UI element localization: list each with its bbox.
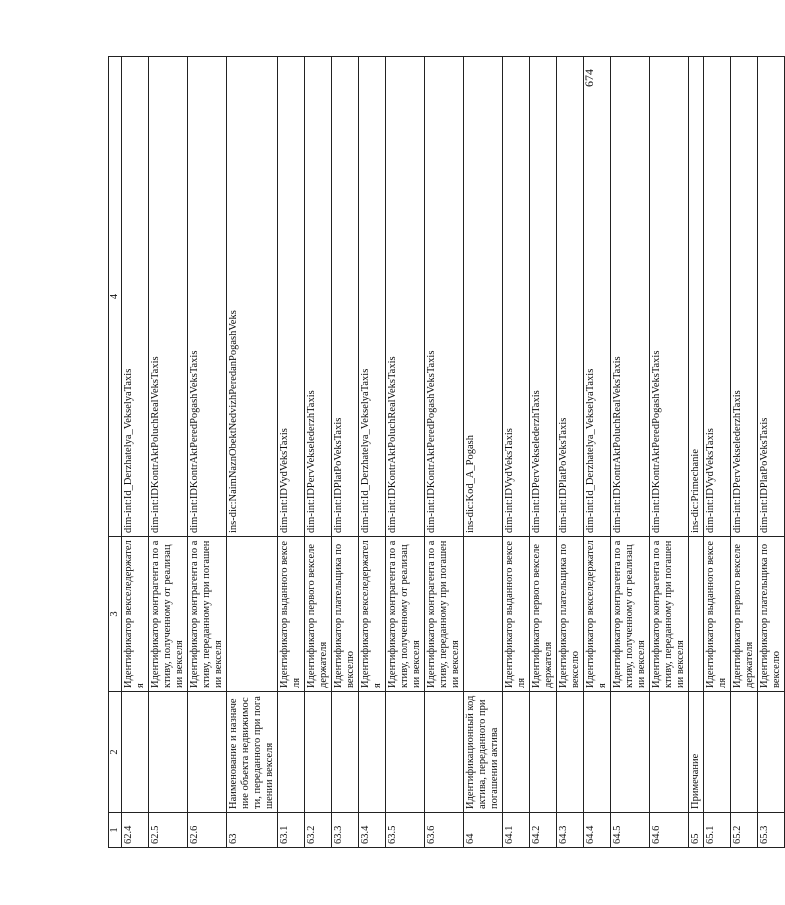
cell-item-name	[359, 692, 386, 813]
cell-item-name	[731, 692, 758, 813]
cell-item-name	[386, 692, 425, 813]
cell-description: Идентификатор контрагента по активу, полученному от реализации векселя	[611, 537, 650, 692]
table-body	[109, 57, 785, 848]
cell-element: dim-int:IDPlatPoVeksTaxis	[758, 57, 785, 537]
cell-item-name	[584, 692, 611, 813]
cell-item-name	[425, 692, 464, 813]
cell-row-id: 64.5	[611, 813, 650, 848]
cell-element: dim-int:IDVydVeksTaxis	[278, 57, 305, 537]
table-row	[611, 57, 650, 848]
header-col-1: 1	[109, 813, 122, 848]
cell-description: Идентификатор выданного векселя	[704, 537, 731, 692]
cell-description: Идентификатор контрагента по активу, полученному от реализации векселя	[386, 537, 425, 692]
cell-element: ins-dic:Kod_A_Pogash	[464, 57, 503, 537]
cell-item-name	[503, 692, 530, 813]
table-row	[278, 57, 305, 848]
cell-row-id: 63.5	[386, 813, 425, 848]
header-col-3: 3	[109, 537, 122, 692]
table-row	[530, 57, 557, 848]
cell-description: Идентификатор контрагента по активу, полученному от реализации векселя	[149, 537, 188, 692]
cell-description	[227, 537, 278, 692]
cell-element: dim-int:IDKontrAktPeredPogashVeksTaxis	[650, 57, 689, 537]
cell-description: Идентификатор первого векселедержателя	[305, 537, 332, 692]
cell-item-name	[611, 692, 650, 813]
cell-element: dim-int:IDKontrAktPoluchRealVeksTaxis	[611, 57, 650, 537]
cell-description: Идентификатор векселедержателя	[122, 537, 149, 692]
cell-row-id: 63.2	[305, 813, 332, 848]
cell-element: dim-int:IDKontrAktPeredPogashVeksTaxis	[425, 57, 464, 537]
table-row	[758, 57, 785, 848]
cell-element: dim-int:IDVydVeksTaxis	[704, 57, 731, 537]
cell-row-id: 64.2	[530, 813, 557, 848]
header-col-2: 2	[109, 692, 122, 813]
cell-description: Идентификатор выданного векселя	[503, 537, 530, 692]
table-row	[704, 57, 731, 848]
table-row	[584, 57, 611, 848]
cell-item-name	[557, 692, 584, 813]
cell-row-id: 65.1	[704, 813, 731, 848]
cell-description: Идентификатор контрагента по активу, переданному при погашении векселя	[425, 537, 464, 692]
cell-item-name	[305, 692, 332, 813]
cell-element: dim-int:IDPlatPoVeksTaxis	[557, 57, 584, 537]
cell-row-id: 64.4	[584, 813, 611, 848]
cell-description: Идентификатор плательщика по векселю	[557, 537, 584, 692]
table-row	[188, 57, 227, 848]
cell-element: dim-int:IDPervVekselederzhTaxis	[305, 57, 332, 537]
table-row	[386, 57, 425, 848]
table-row	[359, 57, 386, 848]
cell-row-id: 64.3	[557, 813, 584, 848]
cell-element: dim-int:IDPervVekselederzhTaxis	[731, 57, 758, 537]
table-row	[122, 57, 149, 848]
table-row	[650, 57, 689, 848]
cell-element: dim-int:Id_Derzhatelya_VekselyaTaxis	[359, 57, 386, 537]
cell-element: dim-int:IDKontrAktPoluchRealVeksTaxis	[386, 57, 425, 537]
cell-item-name	[758, 692, 785, 813]
cell-element: dim-int:IDPlatPoVeksTaxis	[332, 57, 359, 537]
table-row	[149, 57, 188, 848]
cell-row-id: 63.1	[278, 813, 305, 848]
cell-description: Идентификатор векселедержателя	[584, 537, 611, 692]
cell-item-name: Идентификационный код актива, переданного при погашении актива	[464, 692, 503, 813]
cell-element: dim-int:Id_Derzhatelya_VekselyaTaxis	[584, 57, 611, 537]
cell-row-id: 63.3	[332, 813, 359, 848]
table-row	[425, 57, 464, 848]
table-row	[689, 57, 704, 848]
cell-item-name: Наименование и назначение объекта недвижимости, переданного при погашении векселя	[227, 692, 278, 813]
cell-row-id: 64.6	[650, 813, 689, 848]
cell-description: Идентификатор контрагента по активу, переданному при погашении векселя	[650, 537, 689, 692]
cell-row-id: 62.6	[188, 813, 227, 848]
cell-item-name	[278, 692, 305, 813]
table-row	[305, 57, 332, 848]
cell-item-name	[530, 692, 557, 813]
cell-row-id: 62.5	[149, 813, 188, 848]
cell-row-id: 65.3	[758, 813, 785, 848]
cell-row-id: 63	[227, 813, 278, 848]
rotated-page-content	[108, 57, 782, 848]
cell-element: dim-int:IDKontrAktPoluchRealVeksTaxis	[149, 57, 188, 537]
cell-description: Идентификатор первого векселедержателя	[731, 537, 758, 692]
header-col-4: 4	[109, 57, 122, 537]
cell-element: dim-int:IDVydVeksTaxis	[503, 57, 530, 537]
cell-description: Идентификатор первого векселедержателя	[530, 537, 557, 692]
cell-description	[464, 537, 503, 692]
cell-item-name	[122, 692, 149, 813]
cell-description	[689, 537, 704, 692]
cell-element: dim-int:IDKontrAktPeredPogashVeksTaxis	[188, 57, 227, 537]
cell-item-name	[650, 692, 689, 813]
table-row	[731, 57, 758, 848]
table-row	[503, 57, 530, 848]
table-header-row	[109, 57, 122, 848]
cell-row-id: 65.2	[731, 813, 758, 848]
cell-item-name	[188, 692, 227, 813]
table-row	[332, 57, 359, 848]
cell-description: Идентификатор плательщика по векселю	[758, 537, 785, 692]
cell-item-name	[704, 692, 731, 813]
cell-row-id: 63.4	[359, 813, 386, 848]
cell-item-name: Примечание	[689, 692, 704, 813]
cell-row-id: 62.4	[122, 813, 149, 848]
cell-description: Идентификатор плательщика по векселю	[332, 537, 359, 692]
register-table	[108, 56, 785, 848]
cell-description: Идентификатор контрагента по активу, переданному при погашении векселя	[188, 537, 227, 692]
cell-row-id: 64	[464, 813, 503, 848]
cell-element: dim-int:Id_Derzhatelya_VekselyaTaxis	[122, 57, 149, 537]
cell-element: ins-dic:NaimNaznObektNedvizhPeredanPogashVeks	[227, 57, 278, 537]
table-row	[227, 57, 278, 848]
cell-row-id: 64.1	[503, 813, 530, 848]
table-row	[464, 57, 503, 848]
cell-item-name	[149, 692, 188, 813]
page-number: 674	[582, 69, 596, 87]
cell-description: Идентификатор выданного векселя	[278, 537, 305, 692]
cell-element: dim-int:IDPervVekselederzhTaxis	[530, 57, 557, 537]
cell-description: Идентификатор векселедержателя	[359, 537, 386, 692]
cell-element: ins-dic:Primechanie	[689, 57, 704, 537]
cell-item-name	[332, 692, 359, 813]
cell-row-id: 65	[689, 813, 704, 848]
cell-row-id: 63.6	[425, 813, 464, 848]
table-row	[557, 57, 584, 848]
